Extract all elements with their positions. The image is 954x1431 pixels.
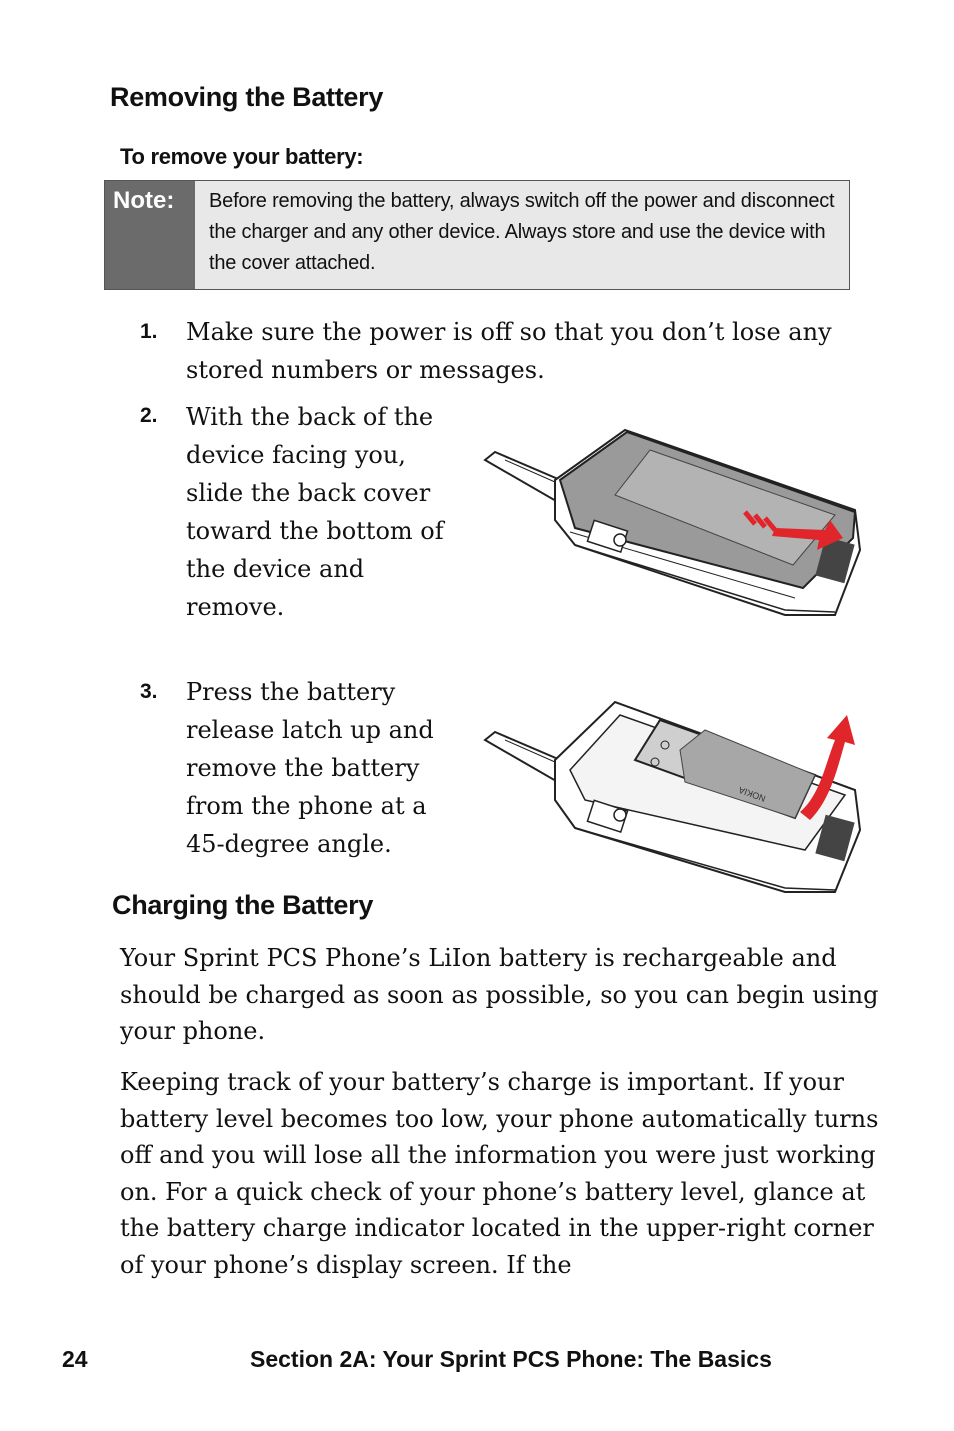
footer-section-title: Section 2A: Your Sprint PCS Phone: The Basics (250, 1346, 772, 1372)
step-number: 3. (140, 680, 158, 703)
section-heading: Removing the Battery (110, 82, 384, 112)
step-text: With the back of the device facing you, slide the back cover toward the bottom of the device and remove. (186, 403, 444, 621)
step-number: 1. (140, 320, 158, 343)
page-number: 24 (62, 1346, 88, 1372)
step-number: 2. (140, 404, 158, 427)
body-paragraph: Your Sprint PCS Phone’s LiIon battery is rechargeable and should be charged as soon as possible, so you can begin using your phone. (120, 944, 879, 1045)
note-box (104, 180, 850, 290)
body-paragraph: Keeping track of your battery’s charge is important. If your battery level becomes too low, your phone automatically turns off and you will lose all the information you were just working on. For a quick check of your phone’s battery level, glance at the battery charge indicator located in the upper-right corner of your phone’s display screen. If the (120, 1068, 879, 1279)
battery-brand-label: NOKIA (737, 784, 767, 804)
charging-heading: Charging the Battery (112, 890, 374, 920)
procedure-heading: To remove your battery: (120, 144, 364, 169)
note-text: Before removing the battery, always switch off the power and disconnect the charger and any other device. Always store and use the device with the cover attached. (195, 181, 849, 289)
note-label: Note: (105, 181, 195, 289)
phone-battery-removal-illustration (475, 700, 865, 900)
phone-back-cover-illustration (475, 420, 865, 630)
step-text: Make sure the power is off so that you don’t lose any stored numbers or messages. (186, 318, 832, 384)
step-text: Press the battery release latch up and remove the battery from the phone at a 45-degree angle. (186, 678, 434, 858)
